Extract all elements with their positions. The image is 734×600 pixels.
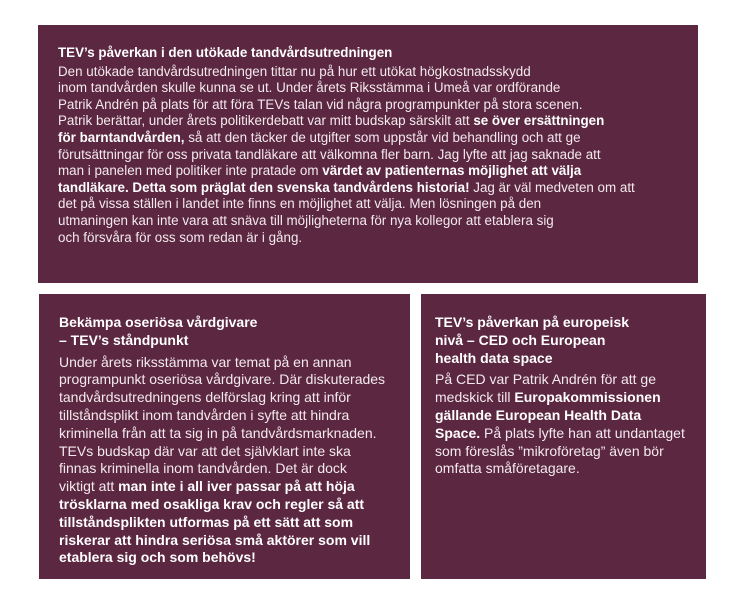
body-text: Den utökade tandvårdsutredningen tittar nu på hur ett utökat högkostnadsskydd inom tandvården skulle kunna se ut. Under årets Riksstämma i Umeå var ordförande Patrik Andrén på plats för att föra TEVs talan vid några programpunkter på stora scenen. Patrik berättar, under årets politikerdebatt var mitt budskap särskilt att: [58, 63, 583, 129]
section-europeisk-niva: [421, 294, 706, 579]
body-text: På plats lyfte han att undantaget som föreslås ”mikroföretag” även bör omfatta småföretagare.: [435, 424, 685, 477]
emphasized-text: man inte i all iver passar på att höja trösklarna med osakliga krav och regler så att tillståndsplikten utformas på ett sätt att som riskerar att hindra seriösa små aktörer som vill etablera sig och som behövs!: [59, 478, 371, 566]
body-text: Jag är väl medveten om att det på vissa ställen i landet inte finns en möjlighet att välja. Men lösningen på den utmaningen kan inte vara att snäva till möjligheterna för nya kollegor att etablera sig och försvåra för oss som redan är i gång.: [58, 179, 635, 245]
section-title: TEV’s påverkan i den utökade tandvårdsutredningen: [58, 45, 393, 60]
section-title: Bekämpa oseriösa vårdgivare – TEV’s ståndpunkt: [59, 314, 258, 348]
body-text: Under årets riksstämma var temat på en annan programpunkt oseriösa vårdgivare. Där diskuterades tandvårdsutredningens delförslag kring att inför tillståndsplikt inom tandvården i syfte att hindra kriminella från att ta sig in på tandvårdsmarknaden. TEVs budskap där var att det självklart inte ska finnas kriminella inom tandvården. Det är dock viktigt att: [59, 353, 386, 495]
section-title: TEV’s påverkan på europeisk nivå – CED och European health data space: [435, 314, 630, 366]
emphasized-text: Europakommissionen gällande European Health Data Space.: [435, 389, 661, 441]
section-oseriosa-vardgivare: [39, 294, 410, 579]
body-text: På CED var Patrik Andrén för att ge medskick till: [435, 371, 656, 406]
emphasized-text: värdet av patienternas möjlighet att välja tandläkare. Detta som präglat den svenska tandvårdens historia!: [58, 163, 582, 195]
section-body: [435, 371, 692, 478]
emphasized-text: se över ersättningen för barntandvården,: [58, 113, 605, 145]
section-body: [58, 64, 678, 247]
section-body: [59, 354, 390, 568]
section-tandvardsutredningen: [38, 25, 698, 283]
body-text: så att den täcker de utgifter som uppstår vid behandling och att ge förutsättningar för oss privata tandläkare att välkomna fler barn. Jag lyfte att jag saknade att man i panelen med politiker inte pratade om: [58, 129, 601, 179]
